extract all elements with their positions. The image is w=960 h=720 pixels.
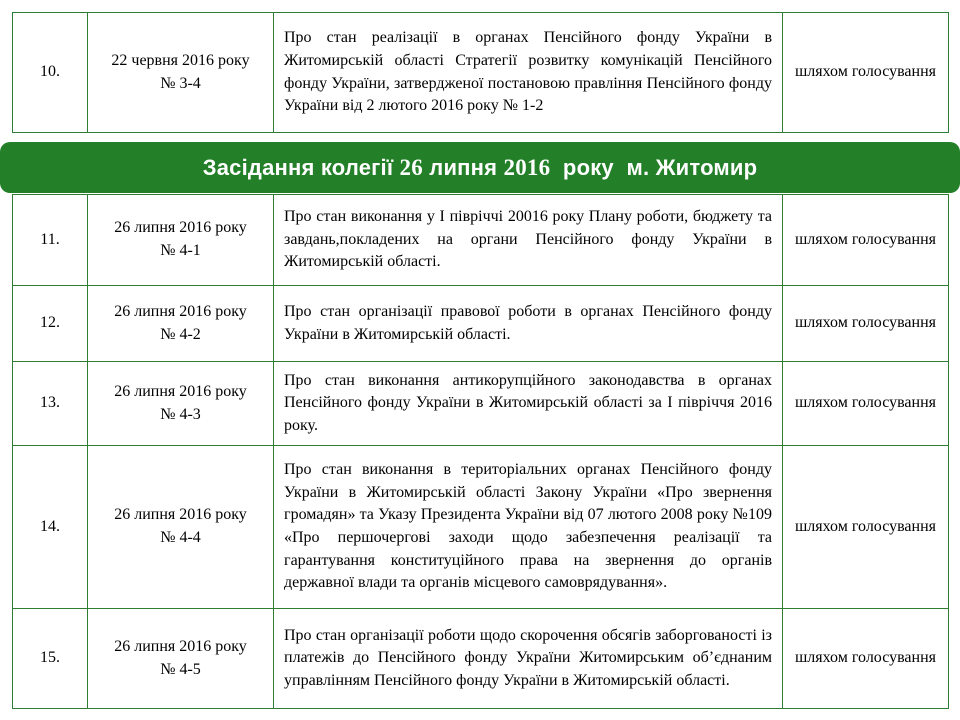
decision-date-text: 26 липня 2016 року	[114, 219, 247, 237]
decision-date	[88, 286, 274, 362]
banner-text-1: Засідання колегії	[202, 154, 400, 180]
decision-description: Про стан виконання у І півріччі 20016 року Плану роботи, бюджету та завдань,покладених на органи Пенсійного фонду України в Житомирській області.	[274, 195, 783, 286]
decision-method: шляхом голосування	[783, 446, 949, 609]
decisions-table-top	[12, 12, 949, 133]
table-row	[13, 446, 949, 609]
decision-description: Про стан реалізації в органах Пенсійного фонду України в Житомирській області Стратегії розвитку комунікацій Пенсійного фонду України, затвердженої постановою правління Пенсійного фонду України від 2 лютого 2016 року № 1-2	[274, 13, 783, 133]
row-number: 14.	[13, 446, 88, 609]
decision-date	[88, 609, 274, 709]
decision-date-text: 26 липня 2016 року	[114, 637, 247, 655]
table-row	[13, 362, 949, 446]
decision-method: шляхом голосування	[783, 13, 949, 133]
row-number: 11.	[13, 195, 88, 286]
row-number: 15.	[13, 609, 88, 709]
decisions-table	[12, 194, 949, 709]
decision-description: Про стан виконання антикорупційного законодавства в органах Пенсійного фонду України в Житомирській області за І півріччя 2016 року.	[274, 362, 783, 446]
table-row	[13, 286, 949, 362]
row-number: 13.	[13, 362, 88, 446]
decision-date	[88, 13, 274, 133]
decision-date-text: 26 липня 2016 року	[114, 302, 247, 320]
decision-date-text: 26 липня 2016 року	[114, 506, 247, 524]
decision-method: шляхом голосування	[783, 195, 949, 286]
table-row	[13, 13, 949, 133]
decision-code: № 4-5	[160, 660, 201, 678]
decision-description: Про стан виконання в територіальних органах Пенсійного фонду України в Житомирській області Закону України «Про звернення громадян» та Указу Президента України від 07 лютого 2008 року №109 «Про першочергові заходи щодо забезпечення реалізації та гарантування конституційного права на звернення до органів державної влади та органів місцевого самоврядування».	[274, 446, 783, 609]
decision-method: шляхом голосування	[783, 609, 949, 709]
decision-date	[88, 446, 274, 609]
decision-code: № 4-1	[160, 242, 201, 259]
decision-method: шляхом голосування	[783, 286, 949, 362]
decision-date-text: 22 червня 2016 року	[111, 51, 250, 69]
row-number: 12.	[13, 286, 88, 362]
decision-description: Про стан організації роботи щодо скорочення обсягів заборгованості із платежів до Пенсійного фонду України Житомирським об’єднаним управлінням Пенсійного фонду України в Житомирській області.	[274, 609, 783, 709]
decision-code: № 4-2	[160, 325, 201, 343]
decision-code: № 4-4	[160, 529, 201, 546]
table-row	[13, 195, 949, 286]
banner-text-3: року м. Житомир	[550, 154, 758, 180]
banner-year: 2016	[503, 154, 551, 180]
banner-text-2: липня	[422, 154, 504, 180]
row-number: 10.	[13, 13, 88, 133]
decision-code: № 4-3	[160, 405, 201, 423]
decision-code: № 3-4	[160, 74, 201, 92]
banner-day: 26	[399, 154, 423, 180]
decision-date	[88, 195, 274, 286]
decision-description: Про стан організації правової роботи в органах Пенсійного фонду України в Житомирській області.	[274, 286, 783, 362]
table-row	[13, 609, 949, 709]
decision-method: шляхом голосування	[783, 362, 949, 446]
decision-date-text: 26 липня 2016 року	[114, 382, 247, 400]
session-banner	[0, 142, 960, 193]
decision-date	[88, 362, 274, 446]
